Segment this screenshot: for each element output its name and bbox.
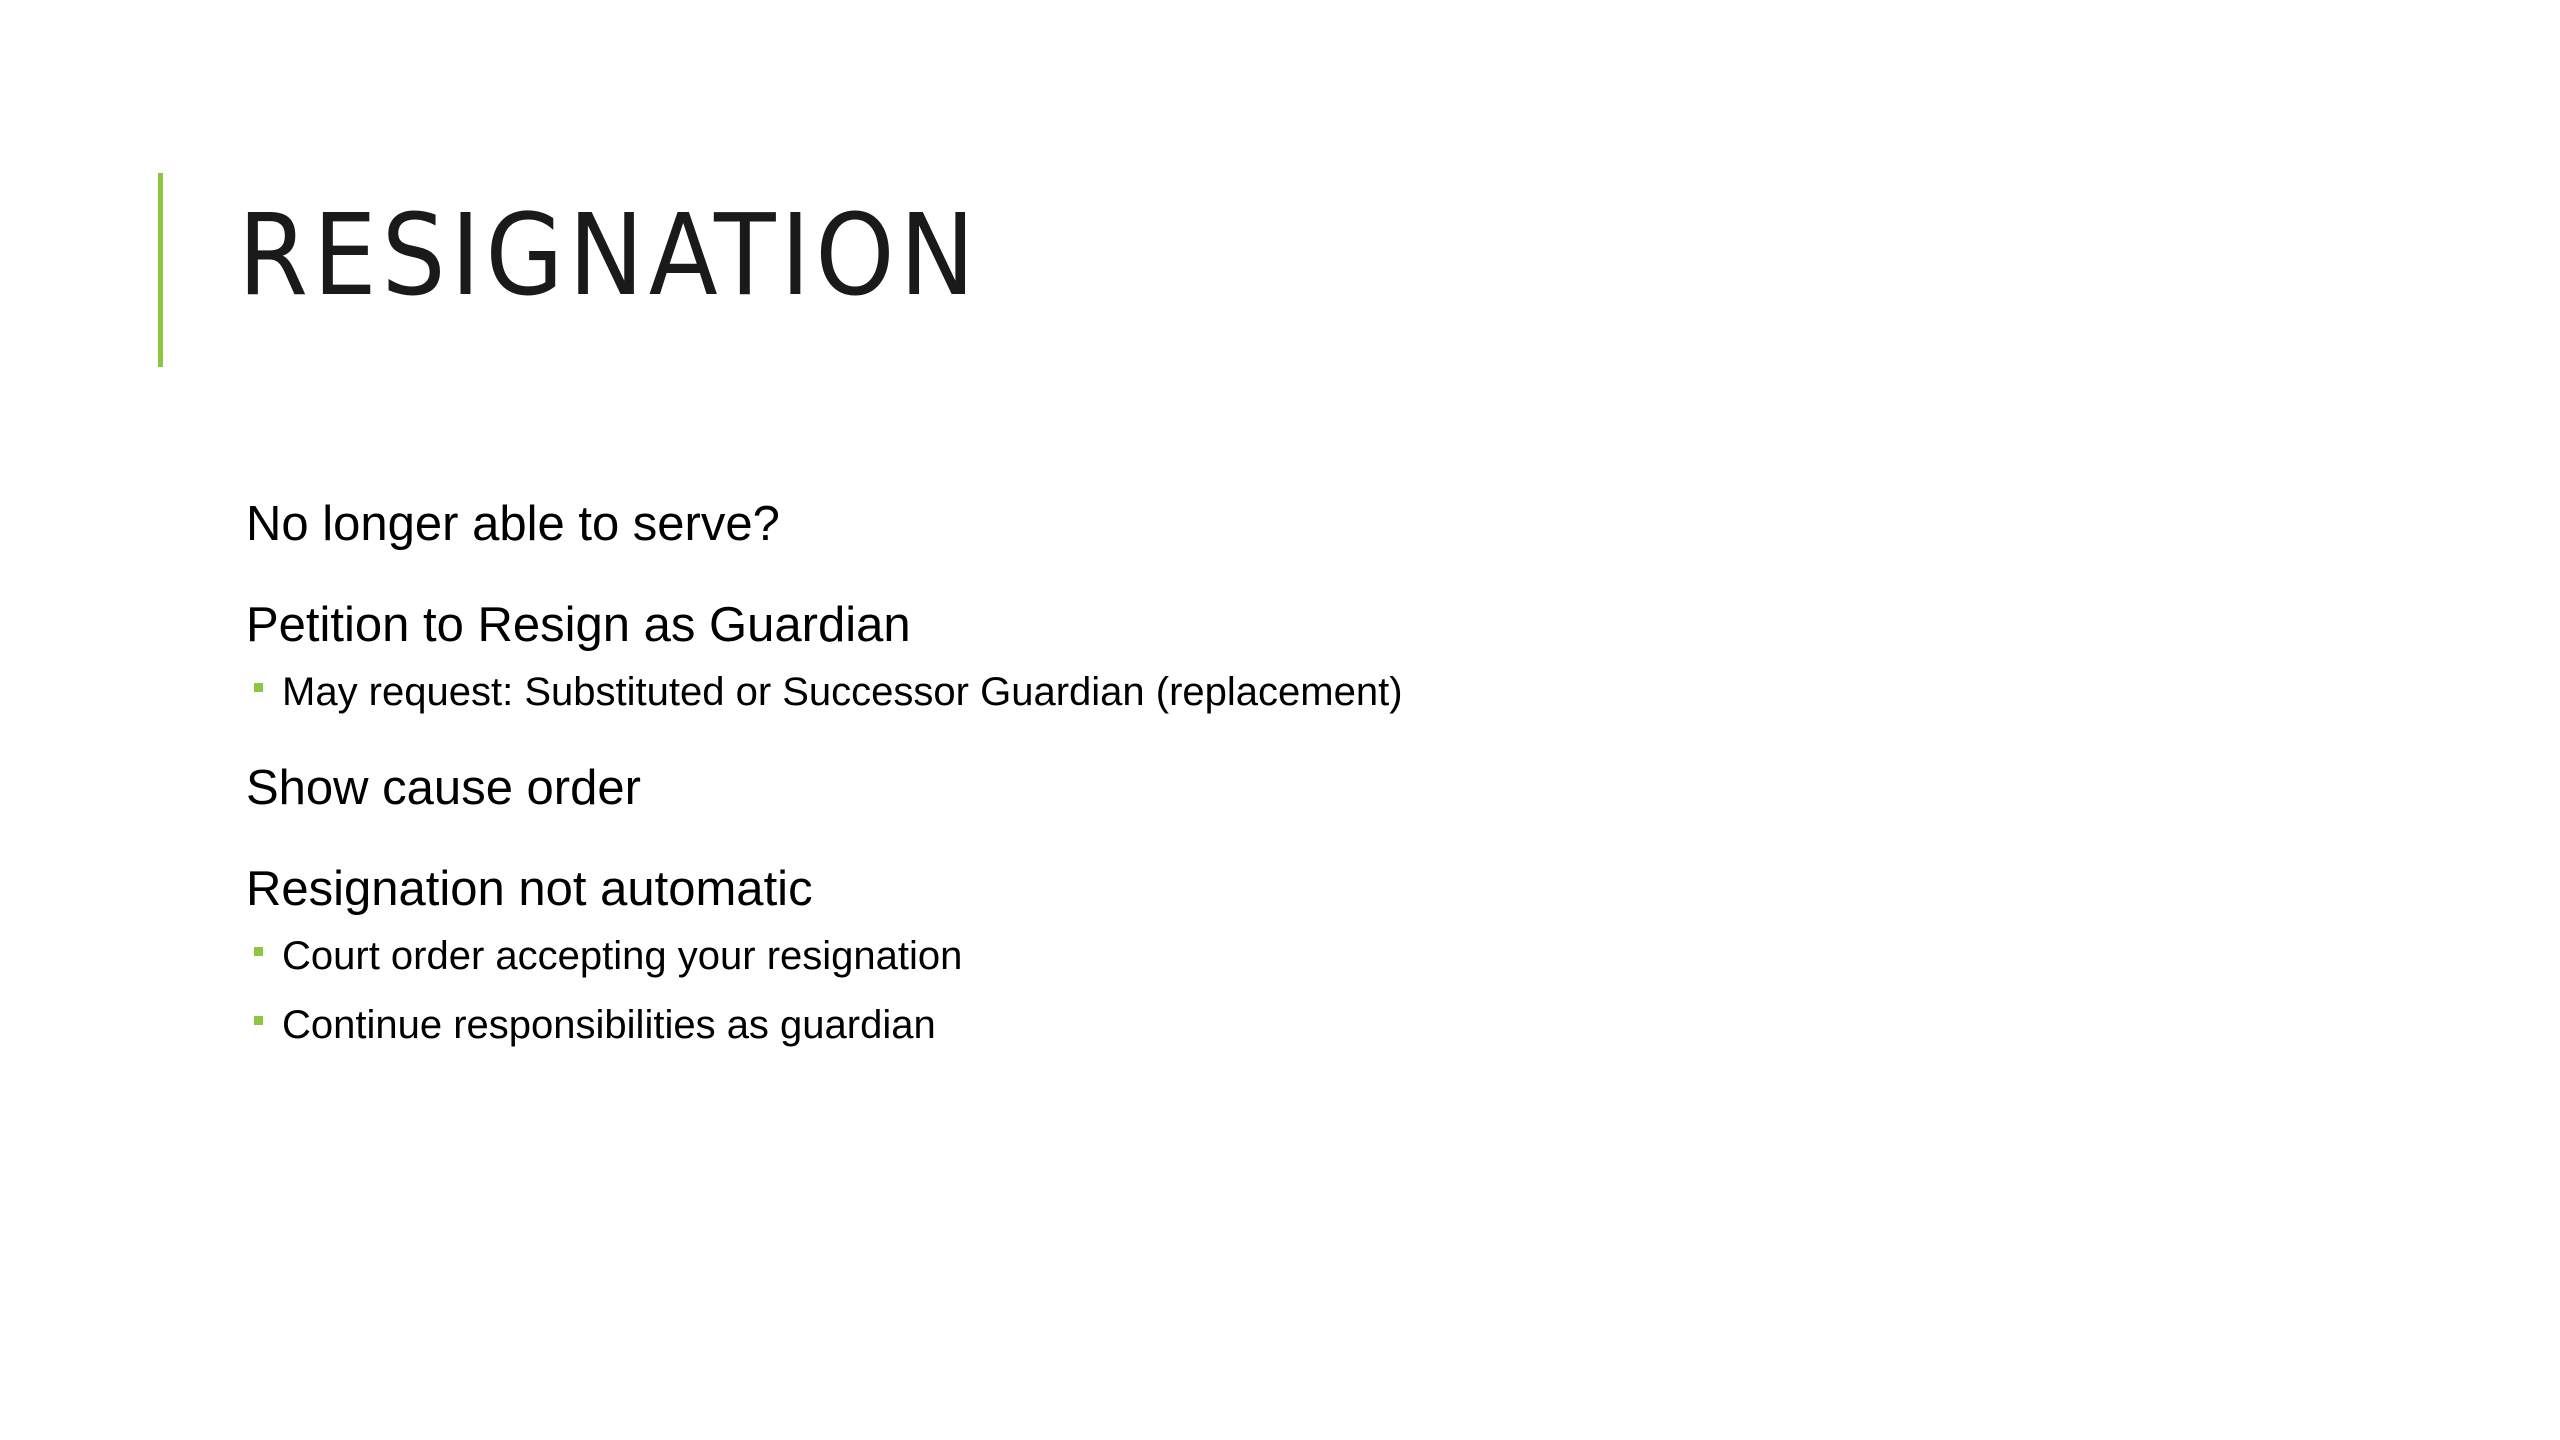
bullet-item-text: Resignation not automatic [246, 862, 813, 916]
title-accent-bar [158, 173, 163, 367]
sub-bullet-text: May request: Substituted or Successor Guardian (replacement) [282, 670, 1403, 714]
bullet-item [246, 752, 2346, 824]
slide-content [246, 488, 2346, 1085]
bullet-item [246, 589, 2346, 723]
square-bullet-icon [254, 1016, 263, 1025]
bullet-item [246, 488, 2346, 560]
bullet-item [246, 853, 2346, 1056]
square-bullet-icon [254, 947, 263, 956]
slide-title: RESIGNATION [238, 191, 980, 321]
sub-bullet-item [246, 925, 2346, 987]
bullet-item-text: Petition to Resign as Guardian [246, 598, 911, 652]
sub-bullet-list [246, 925, 2346, 1056]
square-bullet-icon [254, 683, 263, 692]
sub-bullet-item [246, 994, 2346, 1056]
sub-bullet-text: Court order accepting your resignation [282, 934, 963, 978]
sub-bullet-list [246, 661, 2346, 723]
sub-bullet-text: Continue responsibilities as guardian [282, 1003, 936, 1047]
sub-bullet-item [246, 661, 2346, 723]
bullet-item-text: Show cause order [246, 761, 641, 815]
bullet-item-text: No longer able to serve? [246, 497, 780, 551]
